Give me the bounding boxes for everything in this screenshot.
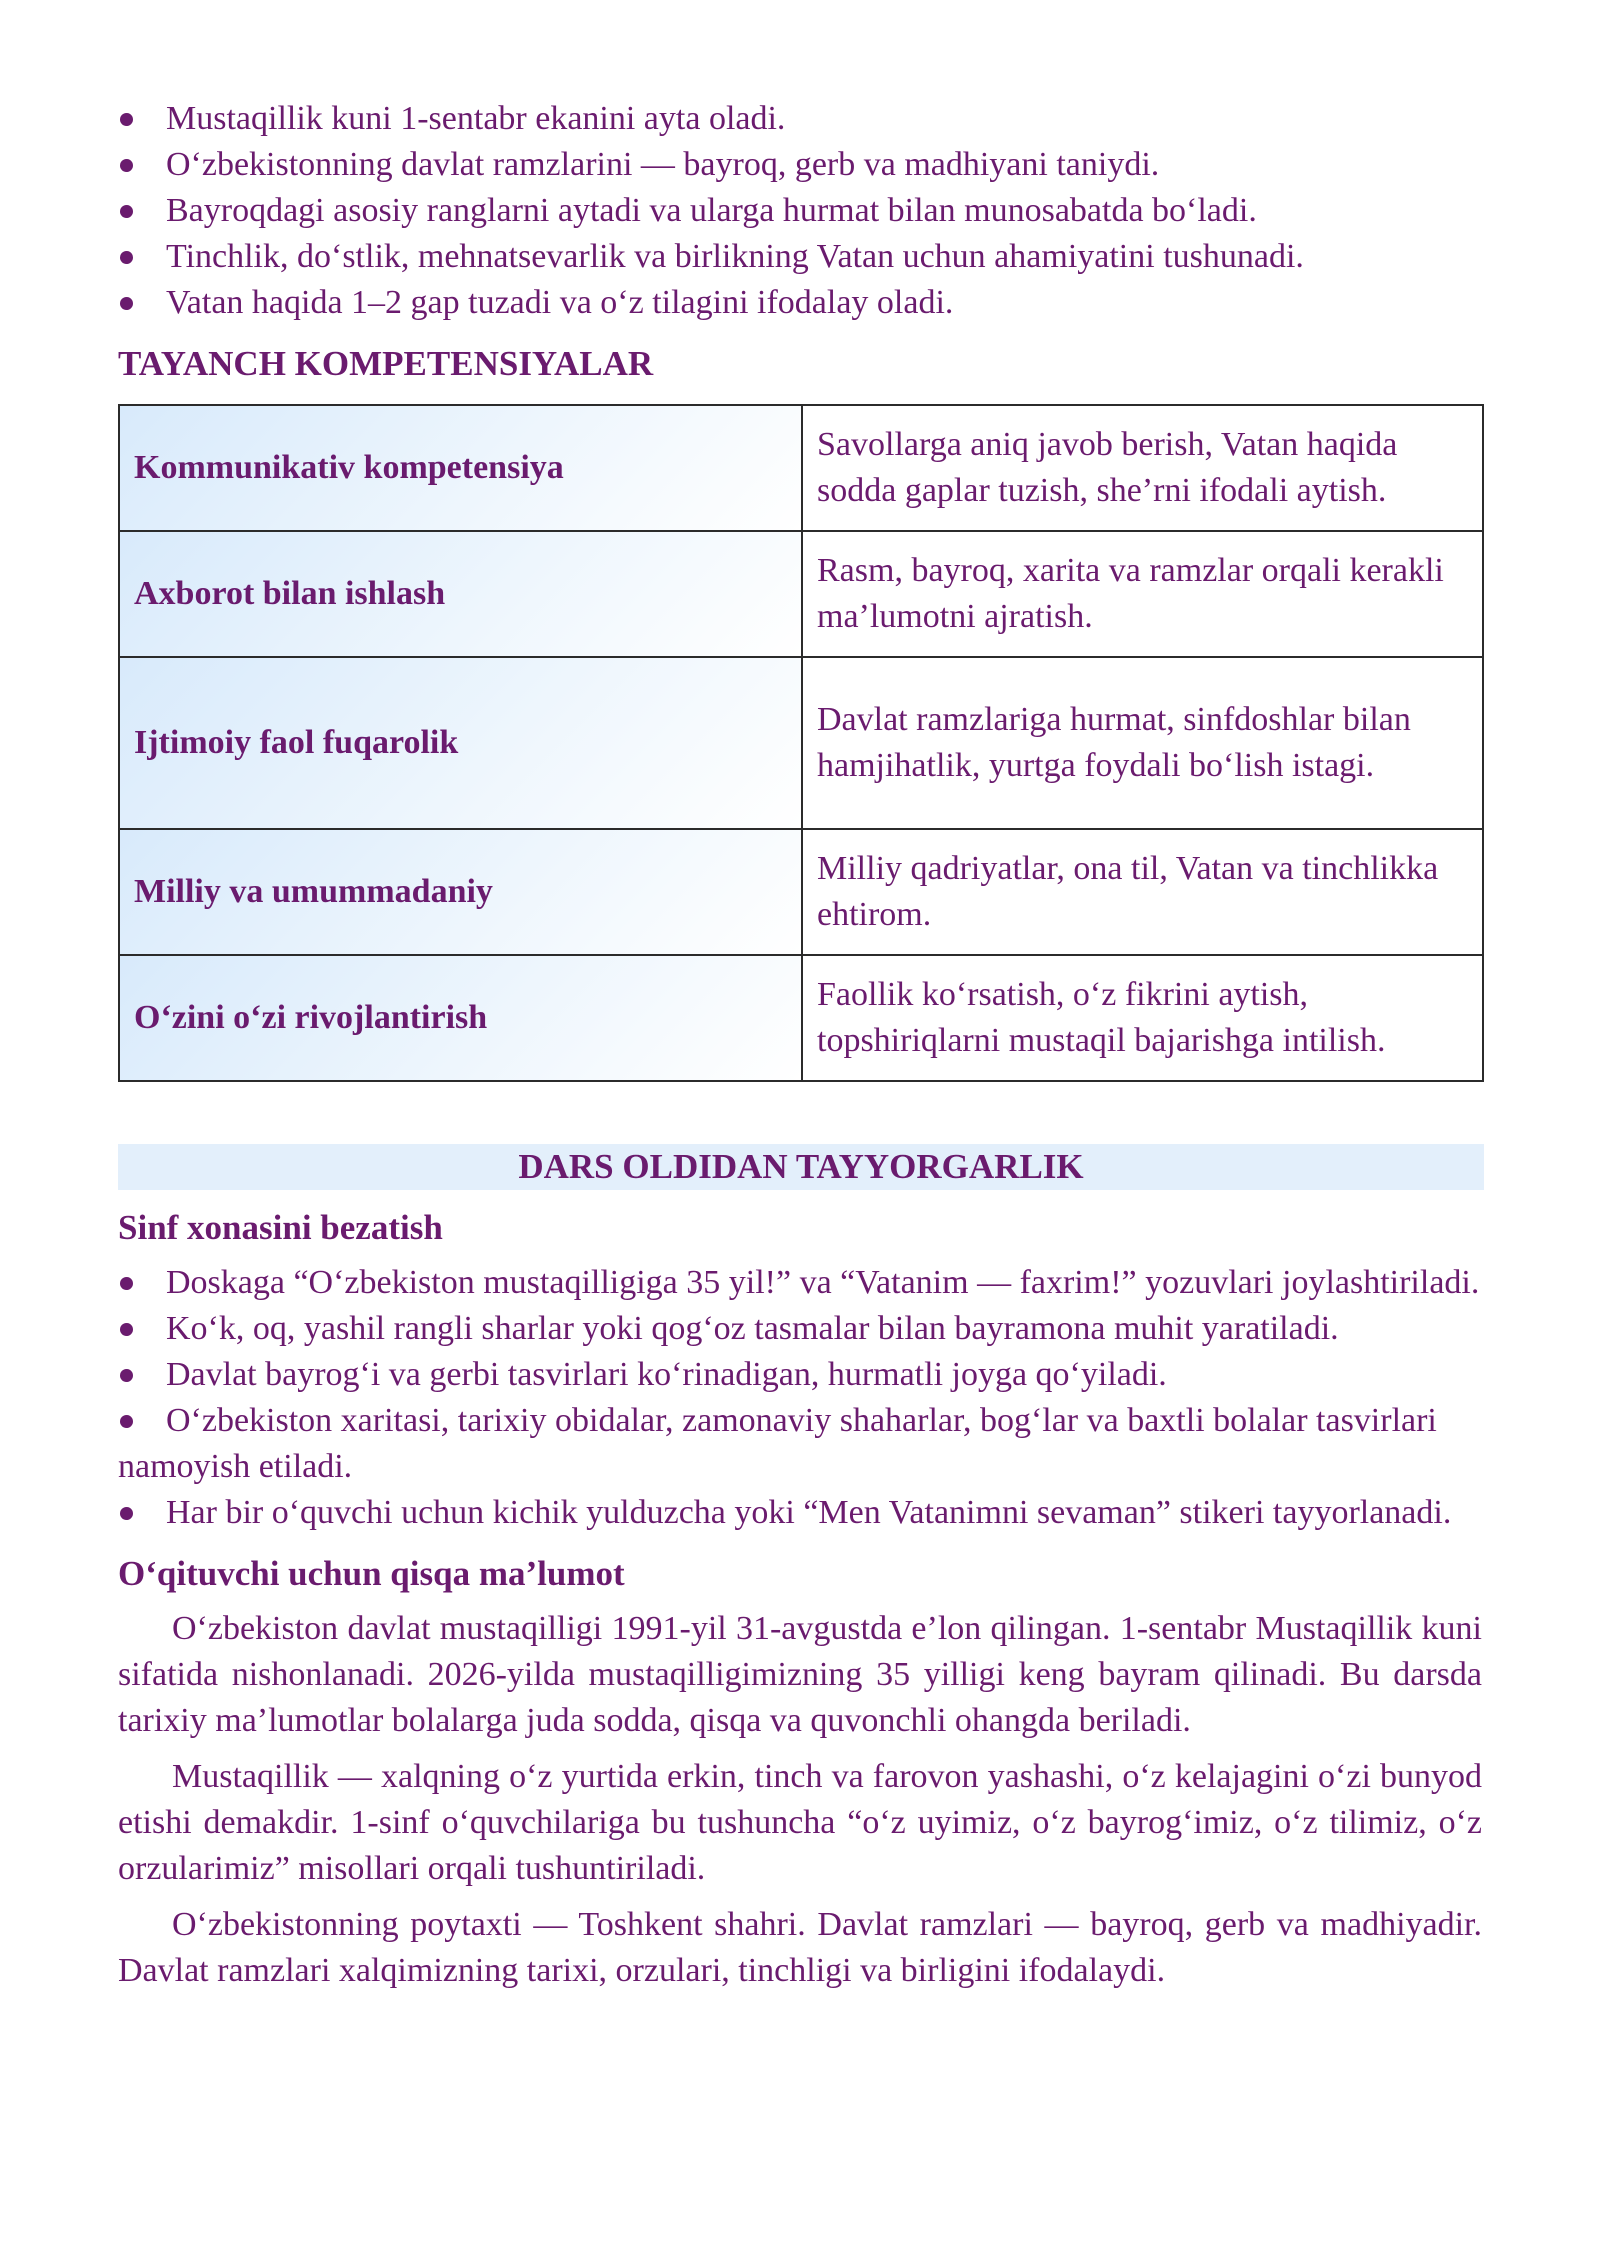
teacher-info-heading: O‘qituvchi uchun qisqa ma’lumot — [118, 1554, 625, 1593]
competency-desc: Davlat ramzlariga hurmat, sinfdoshlar bilan hamjihatlik, yurtga foydali bo‘lish istagi. — [802, 657, 1483, 829]
list-item: Bayroqdagi asosiy ranglarni aytadi va ularga hurmat bilan munosabatda bo‘ladi. — [118, 188, 1482, 234]
competencies-table — [118, 404, 1484, 1082]
teacher-paragraph: O‘zbekiston davlat mustaqilligi 1991-yil 31-avgustda e’lon qilingan. 1-sentabr Mustaqillik kuni sifatida nishonlanadi. 2026-yilda mustaqilligimizning 35 yilligi keng bayram qilinadi. Bu darsda tarixiy ma’lumotlar bolalarga juda sodda, qisqa va quvonchli ohangda beriladi. — [118, 1610, 1482, 1739]
competency-name: Axborot bilan ishlash — [119, 531, 802, 657]
list-item: O‘zbekistonning davlat ramzlarini — bayroq, gerb va madhiyani taniydi. — [118, 142, 1482, 188]
list-item: Davlat bayrog‘i va gerbi tasvirlari ko‘rinadigan, hurmatli joyga qo‘yiladi. — [118, 1352, 1482, 1398]
list-item: Ko‘k, oq, yashil rangli sharlar yoki qog‘oz tasmalar bilan bayramona muhit yaratiladi. — [118, 1306, 1482, 1352]
table-row — [119, 531, 1483, 657]
competencies-heading: TAYANCH KOMPETENSIYALAR — [118, 344, 654, 383]
competency-name: Milliy va umummadaniy — [119, 829, 802, 955]
classroom-list — [118, 1260, 1482, 1536]
table-row — [119, 405, 1483, 531]
list-item: Vatan haqida 1–2 gap tuzadi va o‘z tilagini ifodalay oladi. — [118, 280, 1482, 326]
table-row — [119, 829, 1483, 955]
prep-banner: DARS OLDIDAN TAYYORGARLIK — [118, 1144, 1484, 1190]
list-item: Har bir o‘quvchi uchun kichik yulduzcha yoki “Men Vatanimni sevaman” stikeri tayyorlanadi. — [118, 1490, 1482, 1536]
list-item: Tinchlik, do‘stlik, mehnatsevarlik va birlikning Vatan uchun ahamiyatini tushunadi. — [118, 234, 1482, 280]
competency-name: Kommunikativ kompetensiya — [119, 405, 802, 531]
competency-desc: Savollarga aniq javob berish, Vatan haqida sodda gaplar tuzish, she’rni ifodali aytish. — [802, 405, 1483, 531]
competency-desc: Milliy qadriyatlar, ona til, Vatan va tinchlikka ehtirom. — [802, 829, 1483, 955]
classroom-heading: Sinf xonasini bezatish — [118, 1208, 443, 1247]
competency-desc: Faollik ko‘rsatish, o‘z fikrini aytish, topshiriqlarni mustaqil bajarishga intilish. — [802, 955, 1483, 1081]
teacher-paragraph: Mustaqillik — xalqning o‘z yurtida erkin, tinch va farovon yashashi, o‘z kelajagini o‘zi bunyod etishi demakdir. 1-sinf o‘quvchilariga bu tushuncha “o‘z uyimiz, o‘z bayrog‘imiz, o‘z tilimiz, o‘z orzularimiz” misollari orqali tushuntiriladi. — [118, 1758, 1482, 1887]
competency-name: O‘zini o‘zi rivojlantirish — [119, 955, 802, 1081]
list-item: Doskaga “O‘zbekiston mustaqilligiga 35 yil!” va “Vatanim — faxrim!” yozuvlari joylashtiriladi. — [118, 1260, 1482, 1306]
outcomes-list — [118, 96, 1482, 326]
table-row — [119, 955, 1483, 1081]
teacher-paragraph: O‘zbekistonning poytaxti — Toshkent shahri. Davlat ramzlari — bayroq, gerb va madhiyadir. Davlat ramzlari xalqimizning tarixi, orzulari, tinchligi va birligini ifodalaydi. — [118, 1906, 1482, 1989]
competency-desc: Rasm, bayroq, xarita va ramzlar orqali kerakli ma’lumotni ajratish. — [802, 531, 1483, 657]
table-row — [119, 657, 1483, 829]
competency-name: Ijtimoiy faol fuqarolik — [119, 657, 802, 829]
list-item: Mustaqillik kuni 1-sentabr ekanini ayta oladi. — [118, 96, 1482, 142]
list-item: O‘zbekiston xaritasi, tarixiy obidalar, zamonaviy shaharlar, bog‘lar va baxtli bolalar tasvirlari namoyish etiladi. — [118, 1398, 1482, 1490]
